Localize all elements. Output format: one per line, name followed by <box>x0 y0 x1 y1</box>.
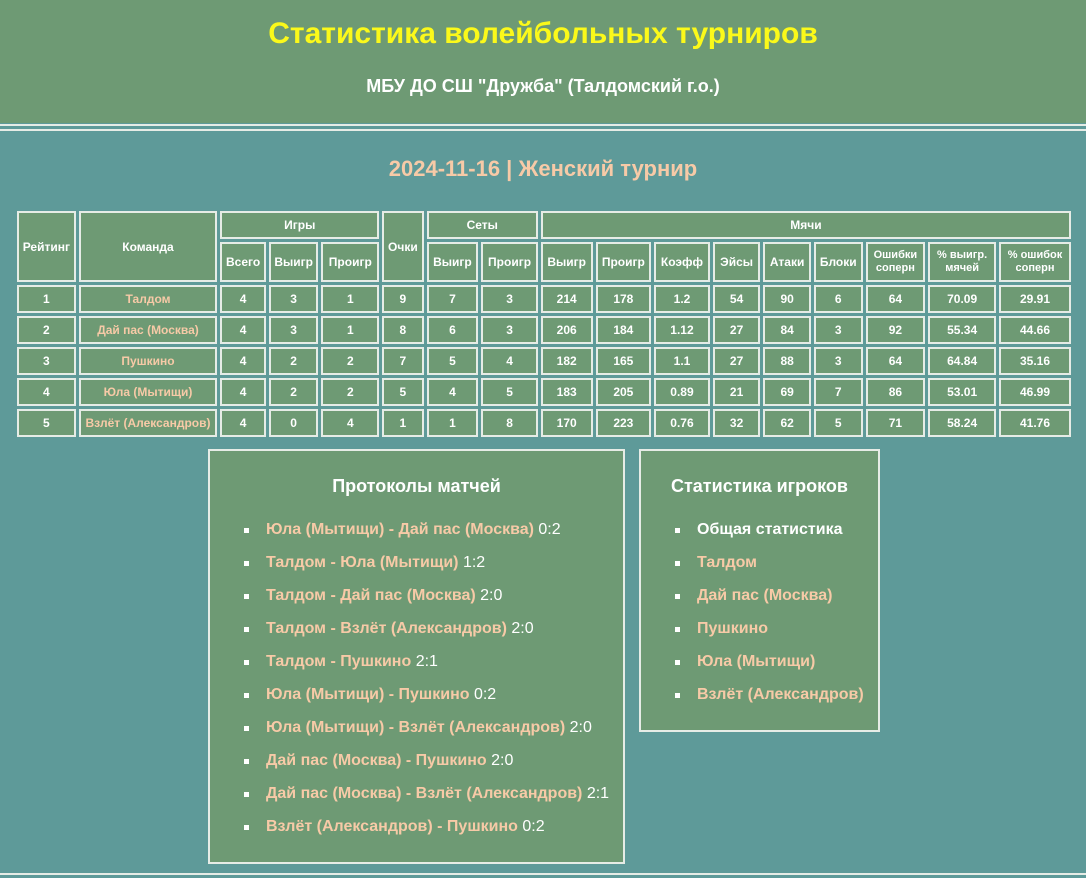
table-cell: 4 <box>220 347 266 375</box>
site-subtitle: МБУ ДО СШ "Дружба" (Талдомский г.о.) <box>366 76 720 96</box>
player-stats-panel <box>639 449 880 732</box>
table-cell: 64 <box>866 347 926 375</box>
match-protocol-link[interactable]: Юла (Мытищи) - Взлёт (Александров) <box>266 719 566 736</box>
bullet-icon <box>244 693 249 698</box>
match-score: 0:2 <box>522 818 545 835</box>
bullet-icon <box>675 528 680 533</box>
table-cell: 7 <box>382 347 423 375</box>
table-cell: 3 <box>481 285 538 313</box>
table-cell: 5 <box>427 347 479 375</box>
table-cell: 2 <box>321 378 379 406</box>
bullet-icon <box>244 627 249 632</box>
table-cell: 1 <box>427 409 479 437</box>
team-link[interactable]: Дай пас (Москва) <box>79 316 218 344</box>
table-cell: 92 <box>866 316 926 344</box>
table-cell: 4 <box>17 378 76 406</box>
table-row <box>17 409 1071 437</box>
table-cell: 3 <box>269 285 319 313</box>
table-cell: 223 <box>596 409 652 437</box>
table-cell: 53.01 <box>928 378 996 406</box>
match-protocol-link[interactable]: Юла (Мытищи) - Дай пас (Москва) <box>266 521 534 538</box>
table-cell: 2 <box>17 316 76 344</box>
col-rating: Рейтинг <box>17 211 76 282</box>
col-attacks: Атаки <box>763 242 811 282</box>
table-cell: 46.99 <box>999 378 1071 406</box>
table-cell: 64 <box>866 285 926 313</box>
table-cell: 32 <box>713 409 761 437</box>
table-cell: 214 <box>541 285 593 313</box>
table-cell: 71 <box>866 409 926 437</box>
match-score: 2:0 <box>511 620 534 637</box>
table-cell: 64.84 <box>928 347 996 375</box>
col-blocks: Блоки <box>814 242 863 282</box>
table-cell: 0.89 <box>654 378 710 406</box>
table-cell: 90 <box>763 285 811 313</box>
table-cell: 54 <box>713 285 761 313</box>
match-score: 2:0 <box>569 719 592 736</box>
match-score: 2:0 <box>491 752 514 769</box>
table-cell: 3 <box>481 316 538 344</box>
table-cell: 29.91 <box>999 285 1071 313</box>
table-row <box>17 316 1071 344</box>
list-item <box>673 619 864 652</box>
col-group-games: Игры <box>220 211 379 239</box>
col-games-won: Выигр <box>269 242 319 282</box>
match-protocol-link[interactable]: Талдом - Пушкино <box>266 653 412 670</box>
player-stats-link[interactable]: Талдом <box>697 554 757 571</box>
bullet-icon <box>244 726 249 731</box>
table-cell: 170 <box>541 409 593 437</box>
player-stats-link[interactable]: Дай пас (Москва) <box>697 587 833 604</box>
col-coef: Коэфф <box>654 242 710 282</box>
table-cell: 2 <box>269 378 319 406</box>
col-group-balls: Мячи <box>541 211 1071 239</box>
match-protocol-link[interactable]: Дай пас (Москва) - Взлёт (Александров) <box>266 785 583 802</box>
list-item <box>673 685 864 718</box>
match-protocol-link[interactable]: Талдом - Взлёт (Александров) <box>266 620 507 637</box>
table-cell: 27 <box>713 347 761 375</box>
table-cell: 4 <box>427 378 479 406</box>
col-sets-won: Выигр <box>427 242 479 282</box>
list-item <box>673 520 864 553</box>
table-cell: 6 <box>427 316 479 344</box>
match-protocol-link[interactable]: Юла (Мытищи) - Пушкино <box>266 686 470 703</box>
bullet-icon <box>675 561 680 566</box>
tournament-title: 2024-11-16 | Женский турнир <box>388 156 698 181</box>
table-cell: 1 <box>321 285 379 313</box>
list-item <box>673 553 864 586</box>
table-cell: 7 <box>427 285 479 313</box>
table-cell: 58.24 <box>928 409 996 437</box>
col-pct-opp-err: % ошибок соперн <box>999 242 1071 282</box>
divider <box>0 873 1086 875</box>
table-cell: 184 <box>596 316 652 344</box>
table-cell: 178 <box>596 285 652 313</box>
col-team: Команда <box>79 211 218 282</box>
table-cell: 0 <box>269 409 319 437</box>
player-stats-link[interactable]: Пушкино <box>697 620 769 637</box>
player-stats-link[interactable]: Общая статистика <box>697 521 843 538</box>
col-opp-errors: Ошибки соперн <box>866 242 926 282</box>
divider <box>0 124 1086 126</box>
table-row <box>17 378 1071 406</box>
table-cell: 8 <box>382 316 423 344</box>
list-item <box>242 784 609 817</box>
col-points: Очки <box>382 211 423 282</box>
match-protocols-list <box>242 520 609 850</box>
table-cell: 1.12 <box>654 316 710 344</box>
list-item <box>242 652 609 685</box>
table-cell: 62 <box>763 409 811 437</box>
list-item <box>673 586 864 619</box>
col-balls-lost: Проигр <box>596 242 652 282</box>
bullet-icon <box>675 693 680 698</box>
list-item <box>242 520 609 553</box>
table-cell: 3 <box>814 347 863 375</box>
table-cell: 182 <box>541 347 593 375</box>
match-protocol-link[interactable]: Талдом - Дай пас (Москва) <box>266 587 476 604</box>
match-protocol-link[interactable]: Талдом - Юла (Мытищи) <box>266 554 459 571</box>
table-cell: 0.76 <box>654 409 710 437</box>
standings-table <box>14 208 1074 440</box>
table-cell: 2 <box>269 347 319 375</box>
divider <box>0 129 1086 131</box>
table-cell: 69 <box>763 378 811 406</box>
bullet-icon <box>244 660 249 665</box>
player-stats-title: Статистика игроков <box>670 476 848 496</box>
table-cell: 9 <box>382 285 423 313</box>
match-score: 2:1 <box>586 785 610 802</box>
table-cell: 3 <box>814 316 863 344</box>
team-link[interactable]: Юла (Мытищи) <box>79 378 218 406</box>
table-cell: 3 <box>269 316 319 344</box>
match-protocol-link[interactable]: Дай пас (Москва) - Пушкино <box>266 752 487 769</box>
table-cell: 205 <box>596 378 652 406</box>
table-cell: 2 <box>321 347 379 375</box>
site-header <box>0 0 1086 123</box>
table-cell: 88 <box>763 347 811 375</box>
table-row <box>17 347 1071 375</box>
bullet-icon <box>675 627 680 632</box>
list-item <box>242 751 609 784</box>
table-cell: 4 <box>220 316 266 344</box>
table-cell: 7 <box>814 378 863 406</box>
bullet-icon <box>675 660 680 665</box>
table-cell: 8 <box>481 409 538 437</box>
list-item <box>673 652 864 685</box>
match-score: 1:2 <box>462 554 486 571</box>
table-row <box>17 285 1071 313</box>
bullet-icon <box>244 594 249 599</box>
team-link[interactable]: Талдом <box>79 285 218 313</box>
bullet-icon <box>244 561 249 566</box>
col-games-lost: Проигр <box>321 242 379 282</box>
team-link[interactable]: Взлёт (Александров) <box>79 409 218 437</box>
list-item <box>242 817 609 850</box>
table-cell: 5 <box>17 409 76 437</box>
table-cell: 70.09 <box>928 285 996 313</box>
table-cell: 4 <box>220 409 266 437</box>
player-stats-link[interactable]: Юла (Мытищи) <box>697 653 816 670</box>
list-item <box>242 619 609 652</box>
col-group-sets: Сеты <box>427 211 538 239</box>
match-score: 0:2 <box>538 521 561 538</box>
table-cell: 5 <box>481 378 538 406</box>
bullet-icon <box>244 759 249 764</box>
bullet-icon <box>244 792 249 797</box>
table-cell: 27 <box>713 316 761 344</box>
table-cell: 86 <box>866 378 926 406</box>
table-cell: 44.66 <box>999 316 1071 344</box>
list-item <box>242 718 609 751</box>
match-protocols-panel <box>208 449 625 864</box>
table-cell: 1.1 <box>654 347 710 375</box>
match-score: 2:1 <box>415 653 438 670</box>
table-cell: 5 <box>382 378 423 406</box>
col-pct-won: % выигр. мячей <box>928 242 996 282</box>
col-balls-won: Выигр <box>541 242 593 282</box>
match-protocol-link[interactable]: Взлёт (Александров) - Пушкино <box>266 818 518 835</box>
bullet-icon <box>675 594 680 599</box>
table-cell: 1 <box>17 285 76 313</box>
table-cell: 1 <box>382 409 423 437</box>
bullet-icon <box>244 825 249 830</box>
table-cell: 55.34 <box>928 316 996 344</box>
match-score: 2:0 <box>480 587 503 604</box>
col-games-total: Всего <box>220 242 266 282</box>
list-item <box>242 685 609 718</box>
table-cell: 3 <box>17 347 76 375</box>
table-cell: 41.76 <box>999 409 1071 437</box>
table-cell: 35.16 <box>999 347 1071 375</box>
match-protocols-title: Протоколы матчей <box>332 476 501 496</box>
player-stats-link[interactable]: Взлёт (Александров) <box>697 686 864 703</box>
table-cell: 6 <box>814 285 863 313</box>
table-cell: 4 <box>321 409 379 437</box>
table-cell: 183 <box>541 378 593 406</box>
player-stats-list <box>673 520 864 718</box>
table-cell: 4 <box>220 378 266 406</box>
site-title: Статистика волейбольных турниров <box>268 17 818 50</box>
list-item <box>242 586 609 619</box>
table-cell: 84 <box>763 316 811 344</box>
table-cell: 1.2 <box>654 285 710 313</box>
table-cell: 165 <box>596 347 652 375</box>
match-score: 0:2 <box>473 686 497 703</box>
table-cell: 1 <box>321 316 379 344</box>
bullet-icon <box>244 528 249 533</box>
table-cell: 206 <box>541 316 593 344</box>
table-cell: 4 <box>481 347 538 375</box>
team-link[interactable]: Пушкино <box>79 347 218 375</box>
col-sets-lost: Проигр <box>481 242 538 282</box>
table-cell: 5 <box>814 409 863 437</box>
list-item <box>242 553 609 586</box>
table-cell: 21 <box>713 378 761 406</box>
col-aces: Эйсы <box>713 242 761 282</box>
table-cell: 4 <box>220 285 266 313</box>
